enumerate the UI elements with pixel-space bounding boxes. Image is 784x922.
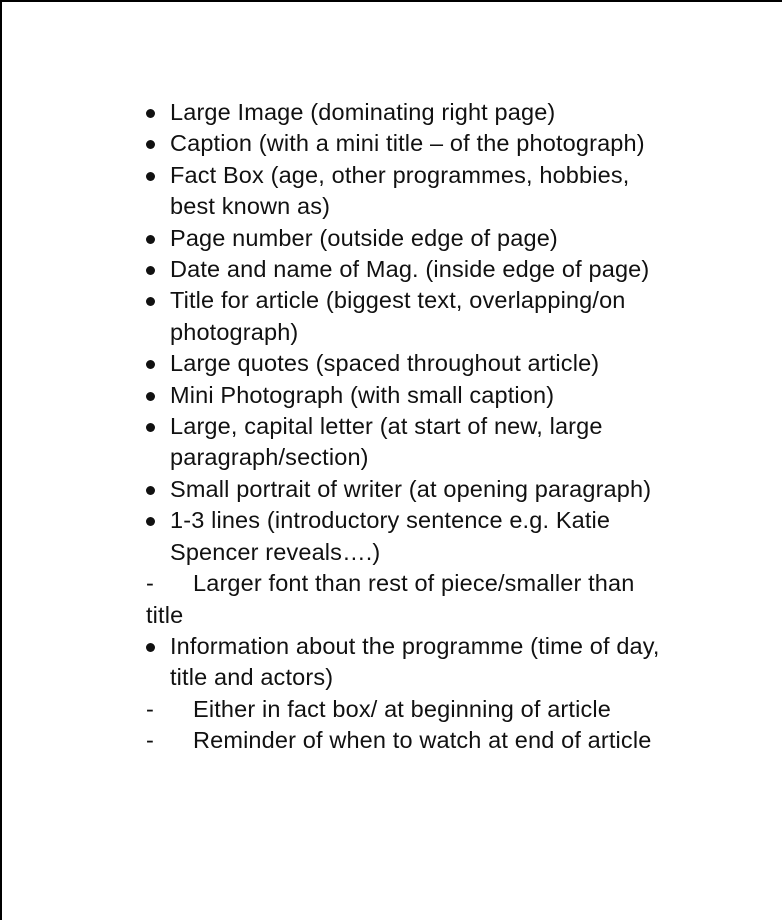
dash-mark: -	[146, 695, 154, 722]
bullet-icon	[146, 235, 155, 244]
list-item-text: Title for article (biggest text, overlapping/on photograph)	[170, 287, 626, 345]
sub-list-item	[146, 568, 666, 631]
list-item-text: Page number (outside edge of page)	[170, 224, 558, 251]
list-item	[146, 380, 666, 411]
list-item	[146, 254, 666, 285]
sub-list-item	[146, 694, 666, 725]
list-item	[146, 285, 666, 348]
list-item	[146, 631, 666, 694]
bullet-icon	[146, 140, 155, 149]
bullet-icon	[146, 360, 155, 369]
list-item-text: Fact Box (age, other programmes, hobbies, best known as)	[170, 161, 630, 220]
sub-list-item-text: Reminder of when to watch at end of article	[193, 727, 652, 754]
bullet-icon	[146, 423, 155, 432]
bullet-icon	[146, 517, 155, 526]
list-item	[146, 128, 666, 159]
sub-list-item	[146, 725, 666, 756]
list-item-text: Large Image (dominating right page)	[170, 99, 556, 125]
sub-list-item-text: Either in fact box/ at beginning of article	[193, 695, 611, 722]
dash-mark: -	[146, 570, 154, 597]
list-item-text: Date and name of Mag. (inside edge of page)	[170, 256, 650, 283]
sub-list-item-text: Larger font than rest of piece/smaller than title	[146, 570, 635, 628]
bullet-icon	[146, 392, 155, 401]
list-item	[146, 348, 666, 379]
list-item-text: Small portrait of writer (at opening paragraph)	[170, 475, 652, 502]
dash-mark: -	[146, 727, 154, 754]
list-item	[146, 474, 666, 505]
bullet-icon	[146, 266, 155, 275]
list-item	[146, 411, 666, 474]
bullet-icon	[146, 486, 155, 495]
list-item-text: 1-3 lines (introductory sentence e.g. Katie Spencer reveals….)	[170, 507, 611, 565]
bullet-icon	[146, 297, 155, 306]
list-item-text: Information about the programme (time of day, title and actors)	[170, 632, 660, 691]
list-item-text: Large quotes (spaced throughout article)	[170, 350, 600, 377]
bullet-icon	[146, 109, 155, 118]
list-item	[146, 223, 666, 254]
bullet-list	[146, 97, 666, 757]
list-item	[146, 160, 666, 223]
list-item-text: Mini Photograph (with small caption)	[170, 381, 555, 408]
list-item	[146, 505, 666, 568]
bullet-icon	[146, 172, 155, 181]
list-item-text: Caption (with a mini title – of the photograph)	[170, 130, 645, 157]
list-item	[146, 97, 666, 128]
list-item-text: Large, capital letter (at start of new, large paragraph/section)	[170, 413, 603, 471]
bullet-icon	[146, 643, 155, 652]
